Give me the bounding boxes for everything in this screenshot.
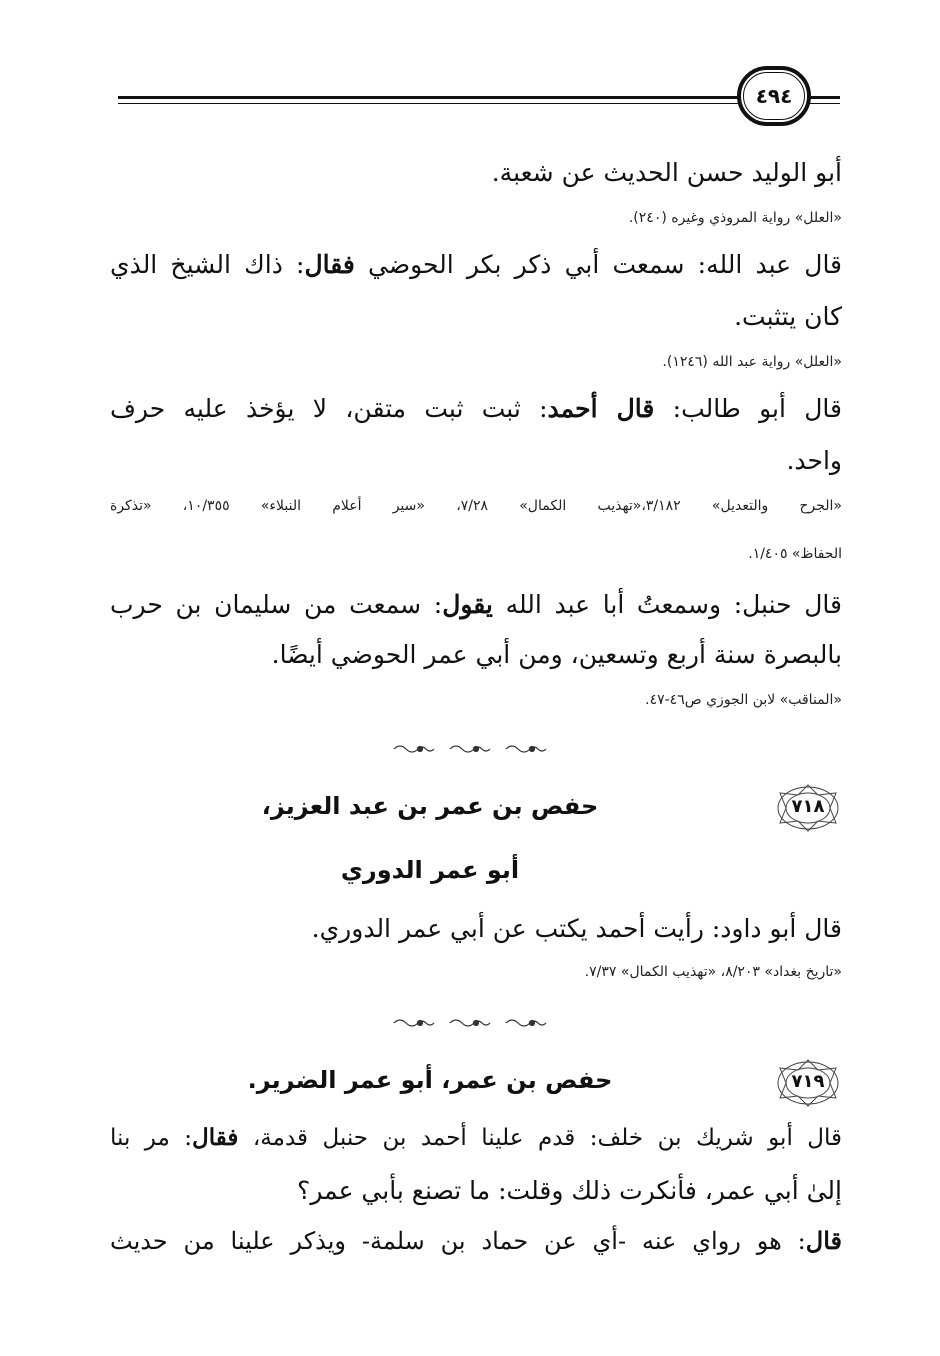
text-line: قال أبو داود: رأيت أحمد يكتب عن أبي عمر الدوري. (311, 914, 842, 943)
ornament-divider (390, 742, 554, 756)
entry-subheading: أبو عمر الدوري (340, 856, 520, 884)
ornament-divider (390, 1016, 554, 1030)
text-line: قال: هو رواي عنه -أي عن حماد بن سلمة- ويذكر علينا من حديث (110, 1226, 842, 1255)
text-line: قال أبو شريك بن خلف: قدم علينا أحمد بن حنبل قدمة، فقال: مر بنا (110, 1124, 843, 1151)
text-line: قال حنبل: وسمعتُ أبا عبد الله يقول: سمعت من سليمان بن حرب (110, 590, 842, 619)
entry-number-badge (774, 1058, 842, 1108)
source-citation: «العلل» رواية عبد الله (١٢٤٦). (662, 354, 842, 370)
text-line: بالبصرة سنة أربع وتسعين، ومن أبي عمر الحوضي أيضًا. (271, 640, 842, 669)
entry-heading: حفص بن عمر بن عبد العزيز، (261, 792, 599, 820)
entry-heading: حفص بن عمر، أبو عمر الضرير. (247, 1066, 613, 1094)
source-citation: «المناقب» لابن الجوزي ص٤٦-٤٧. (645, 692, 842, 708)
text-line: أبو الوليد حسن الحديث عن شعبة. (491, 158, 842, 187)
text-line: واحد. (786, 446, 842, 475)
source-citation: «العلل» رواية المروذي وغيره (٢٤٠). (628, 210, 842, 226)
entry-number: ٧١٨ (791, 796, 825, 817)
page-number-badge (737, 66, 811, 126)
source-citation: الحفاظ» ١/٤٠٥. (748, 546, 842, 562)
text-line: كان يتثبت. (734, 302, 842, 331)
entry-number-badge (774, 783, 842, 833)
source-citation: «تاريخ بغداد» ٨/٢٠٣، «تهذيب الكمال» ٧/٣٧. (584, 964, 842, 980)
text-line: قال عبد الله: سمعت أبي ذكر بكر الحوضي فقال: ذاك الشيخ الذي (110, 250, 843, 279)
text-line: إلىٰ أبي عمر، فأنكرت ذلك وقلت: ما تصنع بأبي عمر؟ (297, 1176, 842, 1205)
text-line: قال أبو طالب: قال أحمد: ثبت ثبت متقن، لا يؤخذ عليه حرف (110, 394, 842, 423)
page-number: ٤٩٤ (755, 84, 793, 108)
source-citation: «الجرح والتعديل» ٣/١٨٢،«تهذيب الكمال» ٧/٢٨، «سير أعلام النبلاء» ١٠/٣٥٥، «تذكرة (110, 498, 842, 514)
entry-number: ٧١٩ (791, 1071, 825, 1092)
